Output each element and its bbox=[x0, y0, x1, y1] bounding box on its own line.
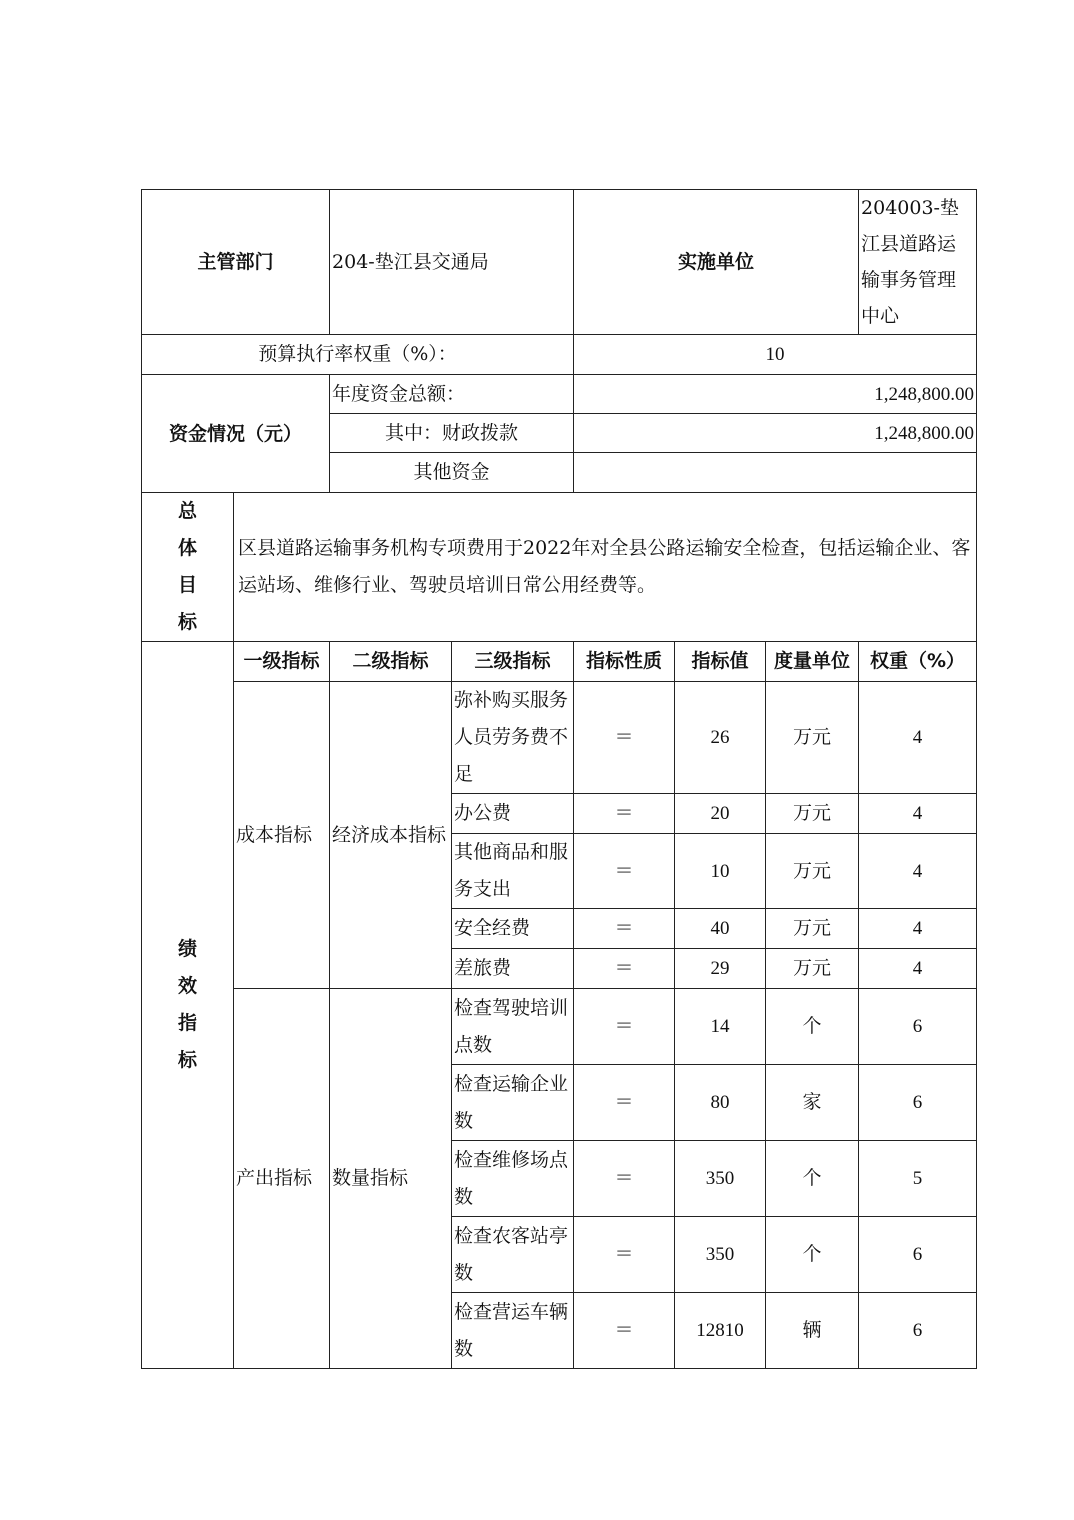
level3-cell: 检查运输企业数 bbox=[452, 1065, 574, 1141]
perf-label-char: 指 bbox=[177, 1012, 197, 1034]
unit-cell: 个 bbox=[766, 989, 859, 1065]
op-cell: ＝ bbox=[574, 1141, 675, 1217]
unit-cell: 万元 bbox=[766, 834, 859, 909]
value-cell: 350 bbox=[675, 1141, 766, 1217]
level3-cell: 检查驾驶培训点数 bbox=[452, 989, 574, 1065]
unit-value: 204003-垫江县道路运输事务管理中心 bbox=[859, 190, 977, 335]
funds-label-text: 资金情况（元） bbox=[169, 422, 303, 445]
funds-other-value bbox=[574, 453, 977, 493]
value-cell: 12810 bbox=[675, 1293, 766, 1369]
level1-cell: 成本指标 bbox=[234, 682, 330, 989]
budget-weight-value: 10 bbox=[574, 335, 977, 375]
value-cell: 26 bbox=[675, 682, 766, 794]
value-cell: 10 bbox=[675, 834, 766, 909]
op-cell: ＝ bbox=[574, 794, 675, 834]
unit-cell: 家 bbox=[766, 1065, 859, 1141]
unit-label: 实施单位 bbox=[574, 190, 859, 335]
funds-fiscal-label: 其中：财政拨款 bbox=[330, 414, 574, 453]
goal-label-char: 体 bbox=[177, 537, 197, 559]
unit-cell: 万元 bbox=[766, 949, 859, 989]
op-cell: ＝ bbox=[574, 989, 675, 1065]
funds-total-label: 年度资金总额： bbox=[330, 375, 574, 414]
col-header: 一级指标 bbox=[234, 642, 330, 682]
op-cell: ＝ bbox=[574, 1293, 675, 1369]
col-header: 权重（%） bbox=[859, 642, 977, 682]
level3-cell: 检查营运车辆数 bbox=[452, 1293, 574, 1369]
op-cell: ＝ bbox=[574, 1217, 675, 1293]
weight-cell: 6 bbox=[859, 1217, 977, 1293]
unit-cell: 个 bbox=[766, 1141, 859, 1217]
weight-cell: 4 bbox=[859, 834, 977, 909]
goal-label bbox=[142, 493, 234, 642]
value-cell: 80 bbox=[675, 1065, 766, 1141]
unit-cell: 个 bbox=[766, 1217, 859, 1293]
goal-label-char: 目 bbox=[177, 574, 197, 596]
perf-label-char: 绩 bbox=[177, 938, 197, 960]
weight-cell: 6 bbox=[859, 1293, 977, 1369]
funds-total-value: 1,248,800.00 bbox=[574, 375, 977, 414]
weight-cell: 6 bbox=[859, 1065, 977, 1141]
perf-label-char: 效 bbox=[177, 975, 197, 997]
op-cell: ＝ bbox=[574, 682, 675, 794]
value-cell: 350 bbox=[675, 1217, 766, 1293]
col-header: 指标值 bbox=[675, 642, 766, 682]
unit-cell: 万元 bbox=[766, 794, 859, 834]
col-header: 度量单位 bbox=[766, 642, 859, 682]
dept-value: 204-垫江县交通局 bbox=[330, 190, 574, 335]
funds-other-label: 其他资金 bbox=[330, 453, 574, 493]
unit-cell: 万元 bbox=[766, 682, 859, 794]
weight-cell: 5 bbox=[859, 1141, 977, 1217]
budget-weight-label: 预算执行率权重（%）： bbox=[142, 335, 574, 375]
level3-cell: 安全经费 bbox=[452, 909, 574, 949]
col-header: 三级指标 bbox=[452, 642, 574, 682]
level3-cell: 办公费 bbox=[452, 794, 574, 834]
level1-cell: 产出指标 bbox=[234, 989, 330, 1369]
funds-fiscal-value: 1,248,800.00 bbox=[574, 414, 977, 453]
perf-label-char: 标 bbox=[177, 1049, 197, 1071]
level2-cell: 经济成本指标 bbox=[330, 682, 452, 989]
op-cell: ＝ bbox=[574, 909, 675, 949]
level2-cell: 数量指标 bbox=[330, 989, 452, 1369]
goal-label-char: 总 bbox=[177, 500, 197, 522]
unit-cell: 万元 bbox=[766, 909, 859, 949]
weight-cell: 4 bbox=[859, 682, 977, 794]
level3-cell: 差旅费 bbox=[452, 949, 574, 989]
col-header: 指标性质 bbox=[574, 642, 675, 682]
level3-cell: 检查维修场点数 bbox=[452, 1141, 574, 1217]
value-cell: 29 bbox=[675, 949, 766, 989]
op-cell: ＝ bbox=[574, 834, 675, 909]
goal-text: 区县道路运输事务机构专项费用于2022年对全县公路运输安全检查，包括运输企业、客运站场、维修行业、驾驶员培训日常公用经费等。 bbox=[234, 493, 977, 642]
funds-label bbox=[142, 375, 330, 493]
weight-cell: 4 bbox=[859, 909, 977, 949]
level3-cell: 其他商品和服务支出 bbox=[452, 834, 574, 909]
level3-cell: 弥补购买服务人员劳务费不足 bbox=[452, 682, 574, 794]
op-cell: ＝ bbox=[574, 949, 675, 989]
op-cell: ＝ bbox=[574, 1065, 675, 1141]
perf-label bbox=[142, 642, 234, 1369]
weight-cell: 6 bbox=[859, 989, 977, 1065]
weight-cell: 4 bbox=[859, 794, 977, 834]
value-cell: 20 bbox=[675, 794, 766, 834]
goal-label-char: 标 bbox=[177, 611, 197, 633]
value-cell: 40 bbox=[675, 909, 766, 949]
value-cell: 14 bbox=[675, 989, 766, 1065]
col-header: 二级指标 bbox=[330, 642, 452, 682]
unit-cell: 辆 bbox=[766, 1293, 859, 1369]
weight-cell: 4 bbox=[859, 949, 977, 989]
dept-label: 主管部门 bbox=[142, 190, 330, 335]
performance-table bbox=[141, 189, 977, 1369]
level3-cell: 检查农客站亭数 bbox=[452, 1217, 574, 1293]
